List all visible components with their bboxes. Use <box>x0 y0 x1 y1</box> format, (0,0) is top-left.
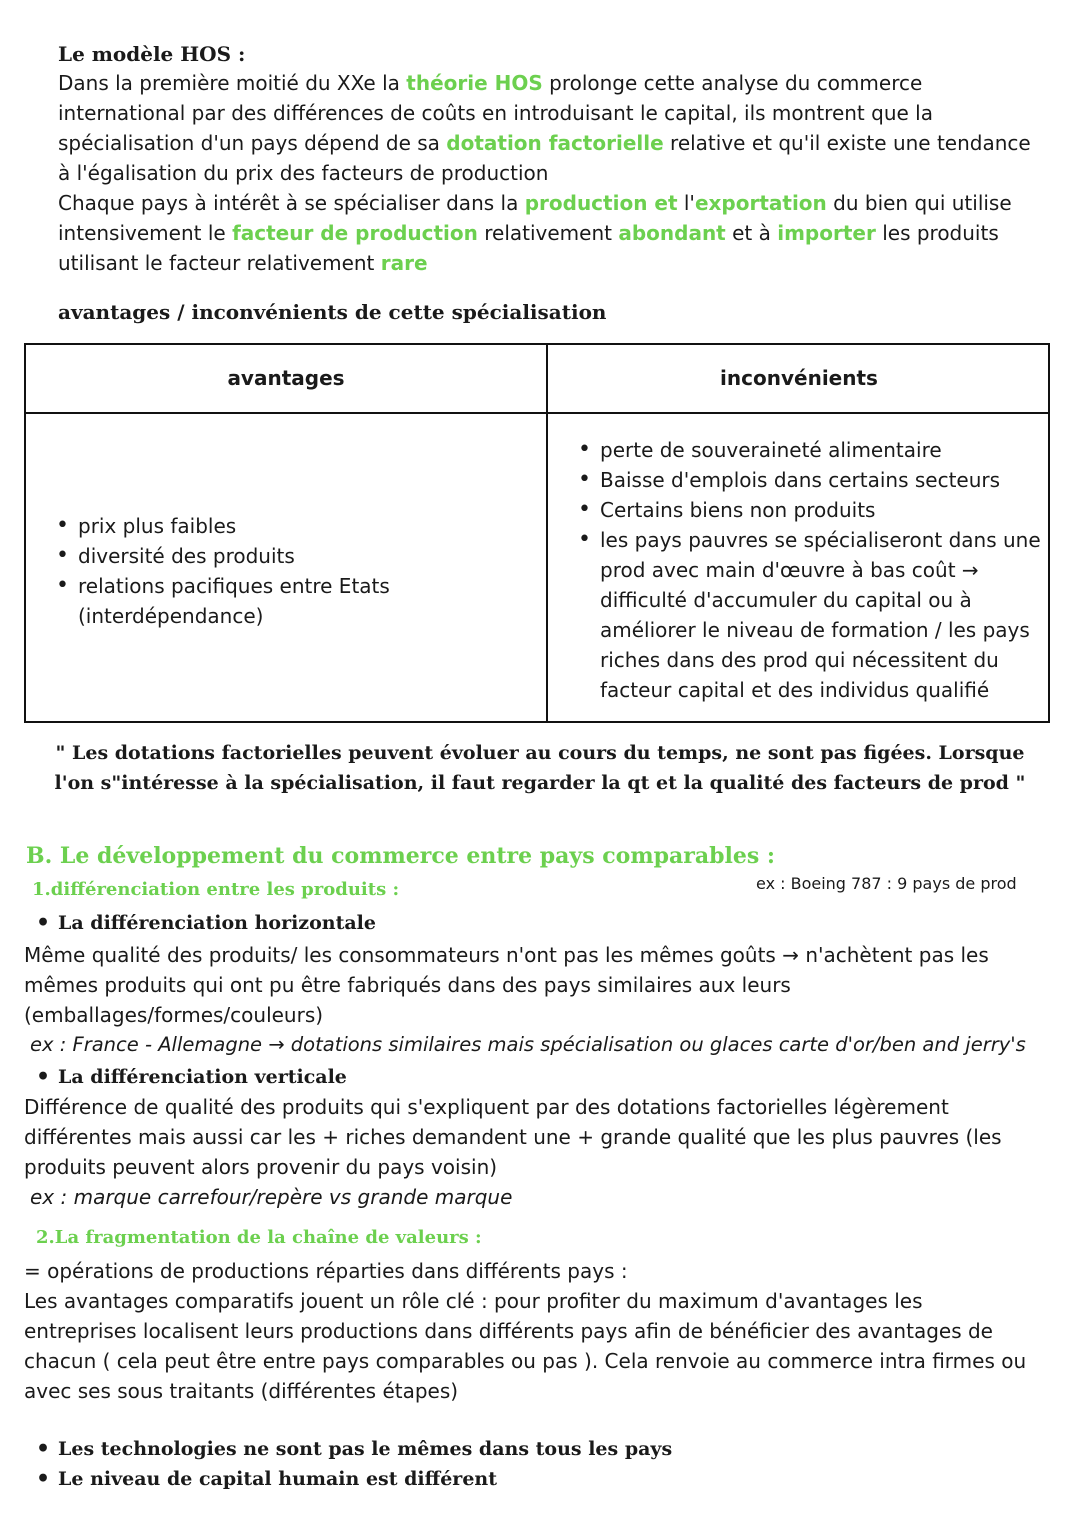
table-divider-horizontal <box>26 412 1048 414</box>
table-heading: avantages / inconvénients de cette spécialisation <box>58 300 607 324</box>
vertical-example: ex : marque carrefour/repère vs grande marque <box>30 1185 513 1209</box>
list-item: • les pays pauvres se spécialiseront dans une prod avec main d'œuvre à bas coût → difficulté d'accumuler du capital ou à améliorer le niveau de formation / les pays riches dans des prod qui nécessitent du facteur capital et des individus qualifié <box>578 525 1044 705</box>
hos-paragraph-2: Chaque pays à intérêt à se spécialiser dans la production et l'exportation du bien qui utilise intensivement le facteur de production relativement abondant et à importer les produits utilisant le facteur relativement rare <box>58 191 1012 275</box>
horizontal-text: Même qualité des produits/ les consommateurs n'ont pas les mêmes goûts → n'achètent pas les mêmes produits qui ont pu être fabriqués dans des pays similaires aux leurs (emballages/formes/couleurs) <box>24 943 989 1027</box>
subsection-1-title: 1.différenciation entre les produits : <box>32 879 400 900</box>
horizontal-differentiation-title: • La différenciation horizontale <box>36 908 936 938</box>
list-item: • Baisse d'emplois dans certains secteurs <box>578 465 1044 495</box>
keyword-facteur-production: facteur de production <box>232 221 478 245</box>
list-item: • relations pacifiques entre Etats (interdépendance) <box>56 571 516 631</box>
vertical-title-list <box>36 1062 936 1092</box>
vertical-differentiation-title: • La différenciation verticale <box>36 1062 936 1092</box>
keyword-exportation: exportation <box>694 191 827 215</box>
column-header-advantages: avantages <box>227 366 345 390</box>
disadvantages-list <box>578 435 1044 705</box>
keyword-abondant: abondant <box>618 221 726 245</box>
keyword-dotation-factorielle: dotation factorielle <box>446 131 664 155</box>
keyword-rare: rare <box>380 251 428 275</box>
list-item: • prix plus faibles <box>56 511 516 541</box>
keyword-production: production et <box>524 191 678 215</box>
list-item: • diversité des produits <box>56 541 516 571</box>
advantages-list <box>56 511 516 631</box>
fragmentation-text: Les avantages comparatifs jouent un rôle clé : pour profiter du maximum d'avantages les entreprises localisent leurs productions dans différents pays afin de bénéficier des avantages de chacun ( cela peut être entre pays comparables ou pas ). Cela renvoie au commerce intra firmes ou avec ses sous traitants (différentes étapes) <box>24 1289 1027 1403</box>
list-item: • Les technologies ne sont pas le mêmes dans tous les pays <box>36 1434 936 1464</box>
list-item: • Certains biens non produits <box>578 495 1044 525</box>
vertical-text: Différence de qualité des produits qui s'expliquent par des dotations factorielles légèrement différentes mais aussi car les + riches demandent une + grande qualité que les plus pauvres (les produits peuvent alors provenir du pays voisin) <box>24 1095 1002 1179</box>
subsection-2-title: 2.La fragmentation de la chaîne de valeurs : <box>36 1227 482 1248</box>
quote-block: " Les dotations factorielles peuvent évoluer au cours du temps, ne sont pas figées. Lorsque l'on s"intéresse à la spécialisation, il faut regarder la qt et la qualité des facteurs de prod " <box>54 742 1026 794</box>
section-b-title: B. Le développement du commerce entre pays comparables : <box>26 843 775 869</box>
horizontal-title-list <box>36 908 936 938</box>
fragmentation-definition: = opérations de productions réparties dans différents pays : <box>24 1259 628 1283</box>
horizontal-example: ex : France - Allemagne → dotations similaires mais spécialisation ou glaces carte d'or/ben and jerry's <box>30 1033 1026 1056</box>
keyword-importer: importer <box>777 221 876 245</box>
hos-paragraph-1: Dans la première moitié du XXe la théorie HOS prolonge cette analyse du commerce international par des différences de coûts en introduisant le capital, ils montrent que la spécialisation d'un pays dépend de sa dotation factorielle relative et qu'il existe une tendance à l'égalisation du prix des facteurs de production <box>58 71 1031 185</box>
fragmentation-bullets <box>36 1434 936 1494</box>
hos-title: Le modèle HOS : <box>58 42 246 66</box>
advantages-table <box>24 343 1050 723</box>
keyword-theorie-hos: théorie HOS <box>406 71 543 95</box>
list-item: • perte de souveraineté alimentaire <box>578 435 1044 465</box>
list-item: • Le niveau de capital humain est différent <box>36 1464 936 1494</box>
column-header-disadvantages: inconvénients <box>720 366 878 390</box>
boeing-note: ex : Boeing 787 : 9 pays de prod <box>756 874 1017 893</box>
